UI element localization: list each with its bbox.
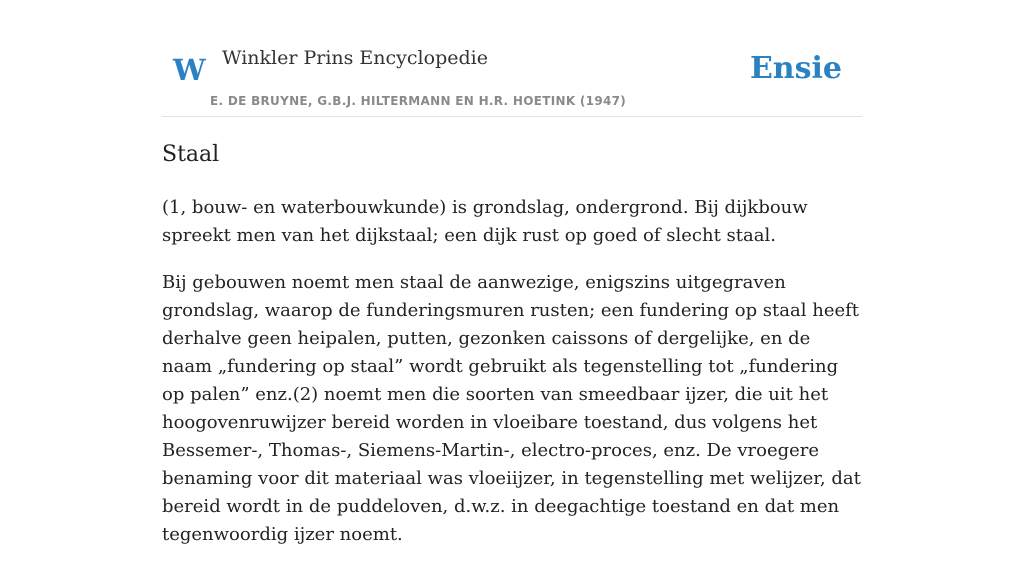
source-authors: E. DE BRUYNE, G.B.J. HILTERMANN EN H.R. HOETINK (1947) — [210, 94, 627, 108]
article-content — [162, 138, 866, 568]
source-logo[interactable]: W — [173, 53, 206, 87]
article-title: Staal — [162, 142, 220, 167]
source-title[interactable]: Winkler Prins Encyclopedie — [222, 47, 488, 69]
article-paragraph-2: Bij gebouwen noemt men staal de aanwezige, enigszins uitgegraven grondslag, waarop de funderingsmuren rusten; een fundering op staal heeft derhalve geen heipalen, putten, gezonken caissons of dergelijke, en de naam „fundering op staal” wordt gebruikt als tegenstelling tot „fundering op palen” enz.(2) noemt men die soorten van smeedbaar ijzer, die uit het hoogovenruwijzer bereid worden in vloeibare toestand, dus volgens het Bessemer-, Thomas-, Siemens-Martin-, electro-proces, enz. De vroegere benaming voor dit materiaal was vloeiijzer, in tegenstelling met welijzer, dat bereid wordt in de puddeloven, d.w.z. in deegachtige toestand en dat men tegenwoordig ijzer noemt. — [162, 272, 861, 545]
article-paragraph-1: (1, bouw- en waterbouwkunde) is grondslag, ondergrond. Bij dijkbouw spreekt men van het dijkstaal; een dijk rust op goed of slecht staal. — [162, 197, 808, 246]
brand-logo[interactable]: Ensie — [749, 51, 842, 86]
source-header — [162, 0, 862, 117]
